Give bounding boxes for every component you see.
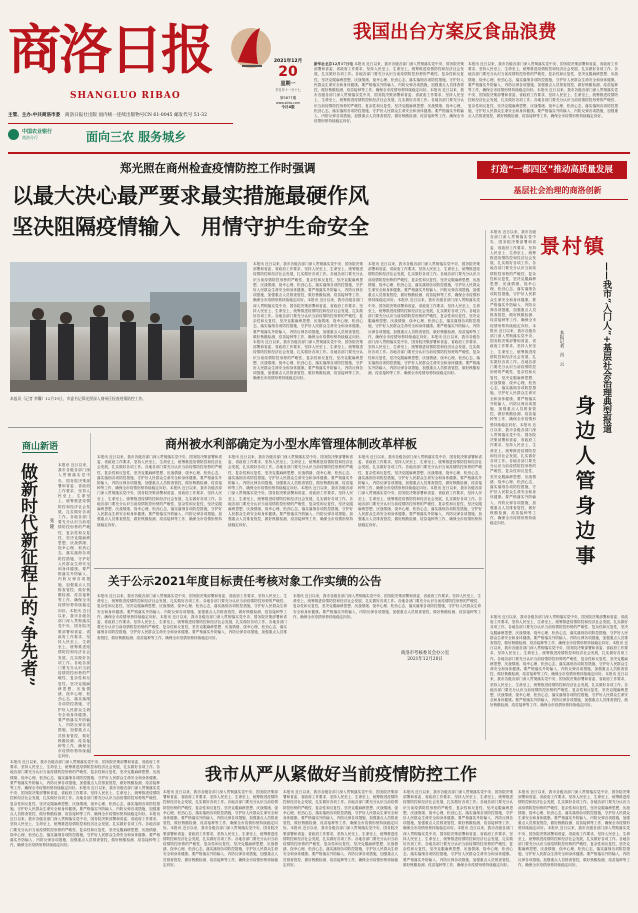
- date-box: [268, 58, 308, 148]
- right-col-body: 本报讯 近日以来，我市各级各部门深入贯彻落实党中央、国务院决策部署和省委、省政府工作要求，坚持人民至上、生命至上，统筹推进疫情防控和经济社会发展，扎实做好各项工作。各地各部门要充分认识当前疫情防控形势的严峻性、复杂性和反复性，坚决克服麻痹思想、厌战情绪、侥幸心理、松劲心态，落实落细各项防控措施，守护好人民群众生命安全和身体健康。要严格落实外防输入、内防反弹各项措施，加强重点人员排查管控，做好核酸检测、疫苗接种等工作，确保全市疫情形势持续稳定向好。本报讯 近日以来，我市各级各部门深入贯彻落实党中央、国务院决策部署和省委、省政府工作要求，坚持人民至上、生命至上，统筹推进疫情防控和经济社会发展，扎实做好各项工作。各地各部门要充分认识当前疫情防控形势的严峻性、复杂性和反复性，坚决克服麻痹思想、厌战情绪、侥幸心理、松劲心态，落实落细各项防控措施，守护好人民群众生命安全和身体健康。要严格落实外防输入、内防反弹各项措施，加强重点人员排查管控，做好核酸检测、疫苗接种等工作，确保全市疫情形势持续稳定向好。本报讯 近日以来，我市各级各部门深入贯彻落实党中央、国务院决策部署和省委、省政府工作要求，坚持人民至上、生命至上，统筹推进疫情防控和经济社会发展，扎实做好各项工作。各地各部门要充分认识当前疫情防控形势的严峻性、复杂性和反复性，坚决克服麻痹思想、厌战情绪、侥幸心理、松劲心态，落实落细各项防控措施，守护好人民群众生命安全和身体健康。要严格落实外防输入、内防反弹各项措施，加强重点人员排查管控，做好核酸检测、疫苗接种等工作，确保全市疫情形势持续稳定向好。: [490, 230, 536, 526]
- lead-headline-2: 坚决阻隔疫情输入 用情守护生命安全: [12, 215, 369, 239]
- column-name: 商山新语: [22, 439, 58, 453]
- top-headline: 我国出台方案反食品浪费: [353, 22, 557, 43]
- bank-slogan: 面向三农 服务城乡: [86, 130, 187, 144]
- bottom-headline: 我市从严从紧做好当前疫情防控工作: [205, 765, 477, 785]
- responsibility-body-2: 本报讯 近日以来，我市各级各部门深入贯彻落实党中央、国务院决策部署和省委、省政府工作要求，坚持人民至上、生命至上，统筹推进疫情防控和经济社会发展，扎实做好各项工作。各地各部门要充分认识当前疫情防控形势的严峻性、复杂性和反复性，坚决克服麻痹思想、厌战情绪、侥幸心理、松劲心态，落实落细各项防控措施，守护好人民群众生命安全和身体健康。要严格落实外防输入、内防反弹各项措施，加强重点人员排查管控，做好核酸检测、疫苗接种等工作，确保全市疫情形势持续稳定向好。: [293, 594, 482, 619]
- lead-photo: [10, 262, 247, 392]
- right-col-byline: 本报记者 肖 云: [559, 330, 564, 366]
- date-day: 20: [278, 64, 298, 80]
- column-body: 本报讯 近日以来，我市各级各部门深入贯彻落实党中央、国务院决策部署和省委、省政府工作要求，坚持人民至上、生命至上，统筹推进疫情防控和经济社会发展，扎实做好各项工作。各地各部门要充分认识当前疫情防控形势的严峻性、复杂性和反复性，坚决克服麻痹思想、厌战情绪、侥幸心理、松劲心态，落实落细各项防控措施，守护好人民群众生命安全和身体健康。要严格落实外防输入、内防反弹各项措施，加强重点人员排查管控，做好核酸检测、疫苗接种等工作，确保全市疫情形势持续稳定向好。本报讯 近日以来，我市各级各部门深入贯彻落实党中央、国务院决策部署和省委、省政府工作要求，坚持人民至上、生命至上，统筹推进疫情防控和经济社会发展，扎实做好各项工作。各地各部门要充分认识当前疫情防控形势的严峻性、复杂性和反复性，坚决克服麻痹思想、厌战情绪、侥幸心理、松劲心态，落实落细各项防控措施，守护好人民群众生命安全和身体健康。要严格落实外防输入、内防反弹各项措施，加强重点人员排查管控，做好核酸检测、疫苗接种等工作，确保全市疫情形势持续稳定向好。: [58, 463, 90, 759]
- bank-icon: [8, 129, 19, 140]
- lead-photo-caption: 本报讯（记者 李馨）12月19日，市委书记郑光照深入商州区检查疫情防控工作。: [10, 396, 147, 401]
- reservoir-body-3: 本报讯 近日以来，我市各级各部门深入贯彻落实党中央、国务院决策部署和省委、省政府工作要求，坚持人民至上、生命至上，统筹推进疫情防控和经济社会发展，扎实做好各项工作。各地各部门要充分认识当前疫情防控形势的严峻性、复杂性和反复性，坚决克服麻痹思想、厌战情绪、侥幸心理、松劲心态，落实落细各项防控措施，守护好人民群众生命安全和身体健康。要严格落实外防输入、内防反弹各项措施，加强重点人员排查管控，做好核酸检测、疫苗接种等工作，确保全市疫情形势持续稳定向好。本报讯 近日以来，我市各级各部门深入贯彻落实党中央、国务院决策部署和省委、省政府工作要求，坚持人民至上、生命至上，统筹推进疫情防控和经济社会发展，扎实做好各项工作。各地各部门要充分认识当前疫情防控形势的严峻性、复杂性和反复性，坚决克服麻痹思想、厌战情绪、侥幸心理、松劲心态，落实落细各项防控措施，守护好人民群众生命安全和身体健康。要严格落实外防输入、内防反弹各项措施，加强重点人员排查管控，做好核酸检测、疫苗接种等工作，确保全市疫情形势持续稳定向好。: [358, 455, 482, 527]
- lead-body-col2: 本报讯 近日以来，我市各级各部门深入贯彻落实党中央、国务院决策部署和省委、省政府工作要求，坚持人民至上、生命至上，统筹推进疫情防控和经济社会发展，扎实做好各项工作。各地各部门要充分认识当前疫情防控形势的严峻性、复杂性和反复性，坚决克服麻痹思想、厌战情绪、侥幸心理、松劲心态，落实落细各项防控措施，守护好人民群众生命安全和身体健康。要严格落实外防输入、内防反弹各项措施，加强重点人员排查管控，做好核酸检测、疫苗接种等工作，确保全市疫情形势持续稳定向好。本报讯 近日以来，我市各级各部门深入贯彻落实党中央、国务院决策部署和省委、省政府工作要求，坚持人民至上、生命至上，统筹推进疫情防控和经济社会发展，扎实做好各项工作。各地各部门要充分认识当前疫情防控形势的严峻性、复杂性和反复性，坚决克服麻痹思想、厌战情绪、侥幸心理、松劲心态，落实落细各项防控措施，守护好人民群众生命安全和身体健康。要严格落实外防输入、内防反弹各项措施，加强重点人员排查管控，做好核酸检测、疫苗接种等工作，确保全市疫情形势持续稳定向好。本报讯 近日以来，我市各级各部门深入贯彻落实党中央、国务院决策部署和省委、省政府工作要求，坚持人民至上、生命至上，统筹推进疫情防控和经济社会发展，扎实做好各项工作。各地各部门要充分认识当前疫情防控形势的严峻性、复杂性和反复性，坚决克服麻痹思想、厌战情绪、侥幸心理、松劲心态，落实落细各项防控措施，守护好人民群众生命安全和身体健康。要严格落实外防输入、内防反弹各项措施，加强重点人员排查管控，做好核酸检测、疫苗接种等工作，确保全市疫情形势持续稳定向好。: [368, 262, 480, 376]
- right-col-body-2: 本报讯 近日以来，我市各级各部门深入贯彻落实党中央、国务院决策部署和省委、省政府工作要求，坚持人民至上、生命至上，统筹推进疫情防控和经济社会发展，扎实做好各项工作。各地各部门要充分认识当前疫情防控形势的严峻性、复杂性和反复性，坚决克服麻痹思想、厌战情绪、侥幸心理、松劲心态，落实落细各项防控措施，守护好人民群众生命安全和身体健康。要严格落实外防输入、内防反弹各项措施，加强重点人员排查管控，做好核酸检测、疫苗接种等工作，确保全市疫情形势持续稳定向好。本报讯 近日以来，我市各级各部门深入贯彻落实党中央、国务院决策部署和省委、省政府工作要求，坚持人民至上、生命至上，统筹推进疫情防控和经济社会发展，扎实做好各项工作。各地各部门要充分认识当前疫情防控形势的严峻性、复杂性和反复性，坚决克服麻痹思想、厌战情绪、侥幸心理、松劲心态，落实落细各项防控措施，守护好人民群众生命安全和身体健康。要严格落实外防输入、内防反弹各项措施，加强重点人员排查管控，做好核酸检测、疫苗接种等工作，确保全市疫情形势持续稳定向好。本报讯 近日以来，我市各级各部门深入贯彻落实党中央、国务院决策部署和省委、省政府工作要求，坚持人民至上、生命至上，统筹推进疫情防控和经济社会发展，扎实做好各项工作。各地各部门要充分认识当前疫情防控形势的严峻性、复杂性和反复性，坚决克服麻痹思想、厌战情绪、侥幸心理、松劲心态，落实落细各项防控措施，守护好人民群众生命安全和身体健康。要严格落实外防输入、内防反弹各项措施，加强重点人员排查管控，做好核酸检测、疫苗接种等工作，确保全市疫情形势持续稳定向好。: [490, 615, 628, 708]
- lead-kicker: 郑光照在商州检查疫情防控工作时强调: [120, 161, 316, 175]
- responsibility-body-1: 本报讯 近日以来，我市各级各部门深入贯彻落实党中央、国务院决策部署和省委、省政府工作要求，坚持人民至上、生命至上，统筹推进疫情防控和经济社会发展，扎实做好各项工作。各地各部门要充分认识当前疫情防控形势的严峻性、复杂性和反复性，坚决克服麻痹思想、厌战情绪、侥幸心理、松劲心态，落实落细各项防控措施，守护好人民群众生命安全和身体健康。要严格落实外防输入、内防反弹各项措施，加强重点人员排查管控，做好核酸检测、疫苗接种等工作，确保全市疫情形势持续稳定向好。本报讯 近日以来，我市各级各部门深入贯彻落实党中央、国务院决策部署和省委、省政府工作要求，坚持人民至上、生命至上，统筹推进疫情防控和经济社会发展，扎实做好各项工作。各地各部门要充分认识当前疫情防控形势的严峻性、复杂性和反复性，坚决克服麻痹思想、厌战情绪、侥幸心理、松劲心态，落实落细各项防控措施，守护好人民群众生命安全和身体健康。要严格落实外防输入、内防反弹各项措施，加强重点人员排查管控，做好核酸检测、疫苗接种等工作，确保全市疫情形势持续稳定向好。: [97, 594, 287, 640]
- reservoir-body-2: 本报讯 近日以来，我市各级各部门深入贯彻落实党中央、国务院决策部署和省委、省政府工作要求，坚持人民至上、生命至上，统筹推进疫情防控和经济社会发展，扎实做好各项工作。各地各部门要充分认识当前疫情防控形势的严峻性、复杂性和反复性，坚决克服麻痹思想、厌战情绪、侥幸心理、松劲心态，落实落细各项防控措施，守护好人民群众生命安全和身体健康。要严格落实外防输入、内防反弹各项措施，加强重点人员排查管控，做好核酸检测、疫苗接种等工作，确保全市疫情形势持续稳定向好。本报讯 近日以来，我市各级各部门深入贯彻落实党中央、国务院决策部署和省委、省政府工作要求，坚持人民至上、生命至上，统筹推进疫情防控和经济社会发展，扎实做好各项工作。各地各部门要充分认识当前疫情防控形势的严峻性、复杂性和反复性，坚决克服麻痹思想、厌战情绪、侥幸心理、松劲心态，落实落细各项防控措施，守护好人民群众生命安全和身体健康。要严格落实外防输入、内防反弹各项措施，加强重点人员排查管控，做好核酸检测、疫苗接种等工作，确保全市疫情形势持续稳定向好。: [228, 455, 353, 527]
- right-col-vertical-headline: 身边人管身边事: [572, 395, 596, 570]
- date-lunar: 辛丑年十一月十七: [275, 88, 301, 92]
- right-col-title: 景村镇: [540, 234, 606, 258]
- bottom-body-3: 本报讯 近日以来，我市各级各部门深入贯彻落实党中央、国务院决策部署和省委、省政府工作要求，坚持人民至上、生命至上，统筹推进疫情防控和经济社会发展，扎实做好各项工作。各地各部门要充分认识当前疫情防控形势的严峻性、复杂性和反复性，坚决克服麻痹思想、厌战情绪、侥幸心理、松劲心态，落实落细各项防控措施，守护好人民群众生命安全和身体健康。要严格落实外防输入、内防反弹各项措施，加强重点人员排查管控，做好核酸检测、疫苗接种等工作，确保全市疫情形势持续稳定向好。本报讯 近日以来，我市各级各部门深入贯彻落实党中央、国务院决策部署和省委、省政府工作要求，坚持人民至上、生命至上，统筹推进疫情防控和经济社会发展，扎实做好各项工作。各地各部门要充分认识当前疫情防控形势的严峻性、复杂性和反复性，坚决克服麻痹思想、厌战情绪、侥幸心理、松劲心态，落实落细各项防控措施，守护好人民群众生命安全和身体健康。要严格落实外防输入、内防反弹各项措施，加强重点人员排查管控，做好核酸检测、疫苗接种等工作，确保全市疫情形势持续稳定向好。: [403, 790, 513, 867]
- reservoir-headline: 商州被水利部确定为小型水库管理体制改革样板: [165, 437, 418, 451]
- column-author: 张 隆: [49, 518, 54, 529]
- top-story-body: 新华社北京12月17日电 本报讯 近日以来，我市各级各部门深入贯彻落实党中央、国务院决策部署和省委、省政府工作要求，坚持人民至上、生命至上，统筹推进疫情防控和经济社会发展，扎实做好各项工作。各地各部门要充分认识当前疫情防控形势的严峻性、复杂性和反复性，坚决克服麻痹思想、厌战情绪、侥幸心理、松劲心态，落实落细各项防控措施，守护好人民群众生命安全和身体健康。要严格落实外防输入、内防反弹各项措施，加强重点人员排查管控，做好核酸检测、疫苗接种等工作，确保全市疫情形势持续稳定向好。本报讯 近日以来，我市各级各部门深入贯彻落实党中央、国务院决策部署和省委、省政府工作要求，坚持人民至上、生命至上，统筹推进疫情防控和经济社会发展，扎实做好各项工作。各地各部门要充分认识当前疫情防控形势的严峻性、复杂性和反复性，坚决克服麻痹思想、厌战情绪、侥幸心理、松劲心态，落实落细各项防控措施，守护好人民群众生命安全和身体健康。要严格落实外防输入、内防反弹各项措施，加强重点人员排查管控，做好核酸检测、疫苗接种等工作，确保全市疫情形势持续稳定向好。: [314, 62, 464, 124]
- masthead-sponsor: 主管、主办:中共商洛市委 商洛日报社出版 国内统一连续出版物号CN 61-0045 邮发代号 51-32: [8, 113, 208, 118]
- date-web: www.slrbs.com: [276, 101, 300, 105]
- responsibility-headline: 关于公示2021年度目标责任考核对象工作实绩的公告: [108, 574, 382, 588]
- column-vertical-title: 做新时代新征程上的“争先者”: [17, 463, 37, 687]
- series-banner: 打造“一都四区”推动高质量发展: [477, 161, 627, 179]
- top-story-body-2: 本报讯 近日以来，我市各级各部门深入贯彻落实党中央、国务院决策部署和省委、省政府工作要求，坚持人民至上、生命至上，统筹推进疫情防控和经济社会发展，扎实做好各项工作。各地各部门要充分认识当前疫情防控形势的严峻性、复杂性和反复性，坚决克服麻痹思想、厌战情绪、侥幸心理、松劲心态，落实落细各项防控措施，守护好人民群众生命安全和身体健康。要严格落实外防输入、内防反弹各项措施，加强重点人员排查管控，做好核酸检测、疫苗接种等工作，确保全市疫情形势持续稳定向好。本报讯 近日以来，我市各级各部门深入贯彻落实党中央、国务院决策部署和省委、省政府工作要求，坚持人民至上、生命至上，统筹推进疫情防控和经济社会发展，扎实做好各项工作。各地各部门要充分认识当前疫情防控形势的严峻性、复杂性和反复性，坚决克服麻痹思想、厌战情绪、侥幸心理、松劲心态，落实落细各项防控措施，守护好人民群众生命安全和身体健康。要严格落实外防输入、内防反弹各项措施，加强重点人员排查管控，做好核酸检测、疫苗接种等工作，确保全市疫情形势持续稳定向好。: [468, 62, 618, 119]
- responsibility-signature: 商洛市考核委员会办公室 2021年12月20日: [400, 651, 450, 662]
- bank-logo: [8, 127, 70, 145]
- bottom-body-4: 本报讯 近日以来，我市各级各部门深入贯彻落实党中央、国务院决策部署和省委、省政府工作要求，坚持人民至上、生命至上，统筹推进疫情防控和经济社会发展，扎实做好各项工作。各地各部门要充分认识当前疫情防控形势的严峻性、复杂性和反复性，坚决克服麻痹思想、厌战情绪、侥幸心理、松劲心态，落实落细各项防控措施，守护好人民群众生命安全和身体健康。要严格落实外防输入、内防反弹各项措施，加强重点人员排查管控，做好核酸检测、疫苗接种等工作，确保全市疫情形势持续稳定向好。本报讯 近日以来，我市各级各部门深入贯彻落实党中央、国务院决策部署和省委、省政府工作要求，坚持人民至上、生命至上，统筹推进疫情防控和经济社会发展，扎实做好各项工作。各地各部门要充分认识当前疫情防控形势的严峻性、复杂性和反复性，坚决克服麻痹思想、厌战情绪、侥幸心理、松劲心态，落实落细各项防控措施，守护好人民群众生命安全和身体健康。要严格落实外防输入、内防反弹各项措施，加强重点人员排查管控，做好核酸检测、疫苗接种等工作，确保全市疫情形势持续稳定向好。: [518, 790, 630, 867]
- bottom-body-1: 本报讯 近日以来，我市各级各部门深入贯彻落实党中央、国务院决策部署和省委、省政府工作要求，坚持人民至上、生命至上，统筹推进疫情防控和经济社会发展，扎实做好各项工作。各地各部门要充分认识当前疫情防控形势的严峻性、复杂性和反复性，坚决克服麻痹思想、厌战情绪、侥幸心理、松劲心态，落实落细各项防控措施，守护好人民群众生命安全和身体健康。要严格落实外防输入、内防反弹各项措施，加强重点人员排查管控，做好核酸检测、疫苗接种等工作，确保全市疫情形势持续稳定向好。本报讯 近日以来，我市各级各部门深入贯彻落实党中央、国务院决策部署和省委、省政府工作要求，坚持人民至上、生命至上，统筹推进疫情防控和经济社会发展，扎实做好各项工作。各地各部门要充分认识当前疫情防控形势的严峻性、复杂性和反复性，坚决克服麻痹思想、厌战情绪、侥幸心理、松劲心态，落实落细各项防控措施，守护好人民群众生命安全和身体健康。要严格落实外防输入、内防反弹各项措施，加强重点人员排查管控，做好核酸检测、疫苗接种等工作，确保全市疫情形势持续稳定向好。: [163, 790, 279, 867]
- bank-name: 中国农业银行: [22, 129, 53, 135]
- bottom-body-2: 本报讯 近日以来，我市各级各部门深入贯彻落实党中央、国务院决策部署和省委、省政府工作要求，坚持人民至上、生命至上，统筹推进疫情防控和经济社会发展，扎实做好各项工作。各地各部门要充分认识当前疫情防控形势的严峻性、复杂性和反复性，坚决克服麻痹思想、厌战情绪、侥幸心理、松劲心态，落实落细各项防控措施，守护好人民群众生命安全和身体健康。要严格落实外防输入、内防反弹各项措施，加强重点人员排查管控，做好核酸检测、疫苗接种等工作，确保全市疫情形势持续稳定向好。本报讯 近日以来，我市各级各部门深入贯彻落实党中央、国务院决策部署和省委、省政府工作要求，坚持人民至上、生命至上，统筹推进疫情防控和经济社会发展，扎实做好各项工作。各地各部门要充分认识当前疫情防控形势的严峻性、复杂性和反复性，坚决克服麻痹思想、厌战情绪、侥幸心理、松劲心态，落实落细各项防控措施，守护好人民群众生命安全和身体健康。要严格落实外防输入、内防反弹各项措施，加强重点人员排查管控，做好核酸检测、疫苗接种等工作，确保全市疫情形势持续稳定向好。: [283, 790, 399, 867]
- column-body-bottom: 本报讯 近日以来，我市各级各部门深入贯彻落实党中央、国务院决策部署和省委、省政府工作要求，坚持人民至上、生命至上，统筹推进疫情防控和经济社会发展，扎实做好各项工作。各地各部门要充分认识当前疫情防控形势的严峻性、复杂性和反复性，坚决克服麻痹思想、厌战情绪、侥幸心理、松劲心态，落实落细各项防控措施，守护好人民群众生命安全和身体健康。要严格落实外防输入、内防反弹各项措施，加强重点人员排查管控，做好核酸检测、疫苗接种等工作，确保全市疫情形势持续稳定向好。本报讯 近日以来，我市各级各部门深入贯彻落实党中央、国务院决策部署和省委、省政府工作要求，坚持人民至上、生命至上，统筹推进疫情防控和经济社会发展，扎实做好各项工作。各地各部门要充分认识当前疫情防控形势的严峻性、复杂性和反复性，坚决克服麻痹思想、厌战情绪、侥幸心理、松劲心态，落实落细各项防控措施，守护好人民群众生命安全和身体健康。要严格落实外防输入、内防反弹各项措施，加强重点人员排查管控，做好核酸检测、疫苗接种等工作，确保全市疫情形势持续稳定向好。本报讯 近日以来，我市各级各部门深入贯彻落实党中央、国务院决策部署和省委、省政府工作要求，坚持人民至上、生命至上，统筹推进疫情防控和经济社会发展，扎实做好各项工作。各地各部门要充分认识当前疫情防控形势的严峻性、复杂性和反复性，坚决克服麻痹思想、厌战情绪、侥幸心理、松劲心态，落实落细各项防控措施，守护好人民群众生命安全和身体健康。要严格落实外防输入、内防反弹各项措施，加强重点人员排查管控，做好核酸检测、疫苗接种等工作，确保全市疫情形势持续稳定向好。: [10, 760, 161, 848]
- right-col-subtitle: ——我市“入门人”+基层社会治理典型报道: [601, 262, 611, 433]
- date-issue: 第5877期: [279, 96, 297, 100]
- bank-sub: 商洛分行: [22, 135, 38, 140]
- date-weekday: 星期一: [280, 81, 296, 87]
- date-pages: 今日4版: [281, 105, 295, 109]
- column-box: [8, 433, 91, 759]
- reservoir-body-1: 本报讯 近日以来，我市各级各部门深入贯彻落实党中央、国务院决策部署和省委、省政府工作要求，坚持人民至上、生命至上，统筹推进疫情防控和经济社会发展，扎实做好各项工作。各地各部门要充分认识当前疫情防控形势的严峻性、复杂性和反复性，坚决克服麻痹思想、厌战情绪、侥幸心理、松劲心态，落实落细各项防控措施，守护好人民群众生命安全和身体健康。要严格落实外防输入、内防反弹各项措施，加强重点人员排查管控，做好核酸检测、疫苗接种等工作，确保全市疫情形势持续稳定向好。本报讯 近日以来，我市各级各部门深入贯彻落实党中央、国务院决策部署和省委、省政府工作要求，坚持人民至上、生命至上，统筹推进疫情防控和经济社会发展，扎实做好各项工作。各地各部门要充分认识当前疫情防控形势的严峻性、复杂性和反复性，坚决克服麻痹思想、厌战情绪、侥幸心理、松劲心态，落实落细各项防控措施，守护好人民群众生命安全和身体健康。要严格落实外防输入、内防反弹各项措施，加强重点人员排查管控，做好核酸检测、疫苗接种等工作，确保全市疫情形势持续稳定向好。: [97, 455, 222, 527]
- masthead-pinyin: SHANGLUO RIBAO: [70, 91, 181, 101]
- lead-body-right: [12, 250, 248, 260]
- masthead-title: 商洛日报: [8, 19, 212, 81]
- date-year-month: 2021年12月: [273, 59, 303, 64]
- lead-body-col1: 本报讯 近日以来，我市各级各部门深入贯彻落实党中央、国务院决策部署和省委、省政府工作要求，坚持人民至上、生命至上，统筹推进疫情防控和经济社会发展，扎实做好各项工作。各地各部门要充分认识当前疫情防控形势的严峻性、复杂性和反复性，坚决克服麻痹思想、厌战情绪、侥幸心理、松劲心态，落实落细各项防控措施，守护好人民群众生命安全和身体健康。要严格落实外防输入、内防反弹各项措施，加强重点人员排查管控，做好核酸检测、疫苗接种等工作，确保全市疫情形势持续稳定向好。本报讯 近日以来，我市各级各部门深入贯彻落实党中央、国务院决策部署和省委、省政府工作要求，坚持人民至上、生命至上，统筹推进疫情防控和经济社会发展，扎实做好各项工作。各地各部门要充分认识当前疫情防控形势的严峻性、复杂性和反复性，坚决克服麻痹思想、厌战情绪、侥幸心理、松劲心态，落实落细各项防控措施，守护好人民群众生命安全和身体健康。要严格落实外防输入、内防反弹各项措施，加强重点人员排查管控，做好核酸检测、疫苗接种等工作，确保全市疫情形势持续稳定向好。本报讯 近日以来，我市各级各部门深入贯彻落实党中央、国务院决策部署和省委、省政府工作要求，坚持人民至上、生命至上，统筹推进疫情防控和经济社会发展，扎实做好各项工作。各地各部门要充分认识当前疫情防控形势的严峻性、复杂性和反复性，坚决克服麻痹思想、厌战情绪、侥幸心理、松劲心态，落实落细各项防控措施，守护好人民群众生命安全和身体健康。要严格落实外防输入、内防反弹各项措施，加强重点人员排查管控，做好核酸检测、疫苗接种等工作，确保全市疫情形势持续稳定向好。: [253, 262, 363, 381]
- series-banner-sub: 基层社会治理的商洛创新: [513, 186, 602, 195]
- lead-headline-1: 以最大决心最严要求最实措施最硬作风: [12, 184, 369, 208]
